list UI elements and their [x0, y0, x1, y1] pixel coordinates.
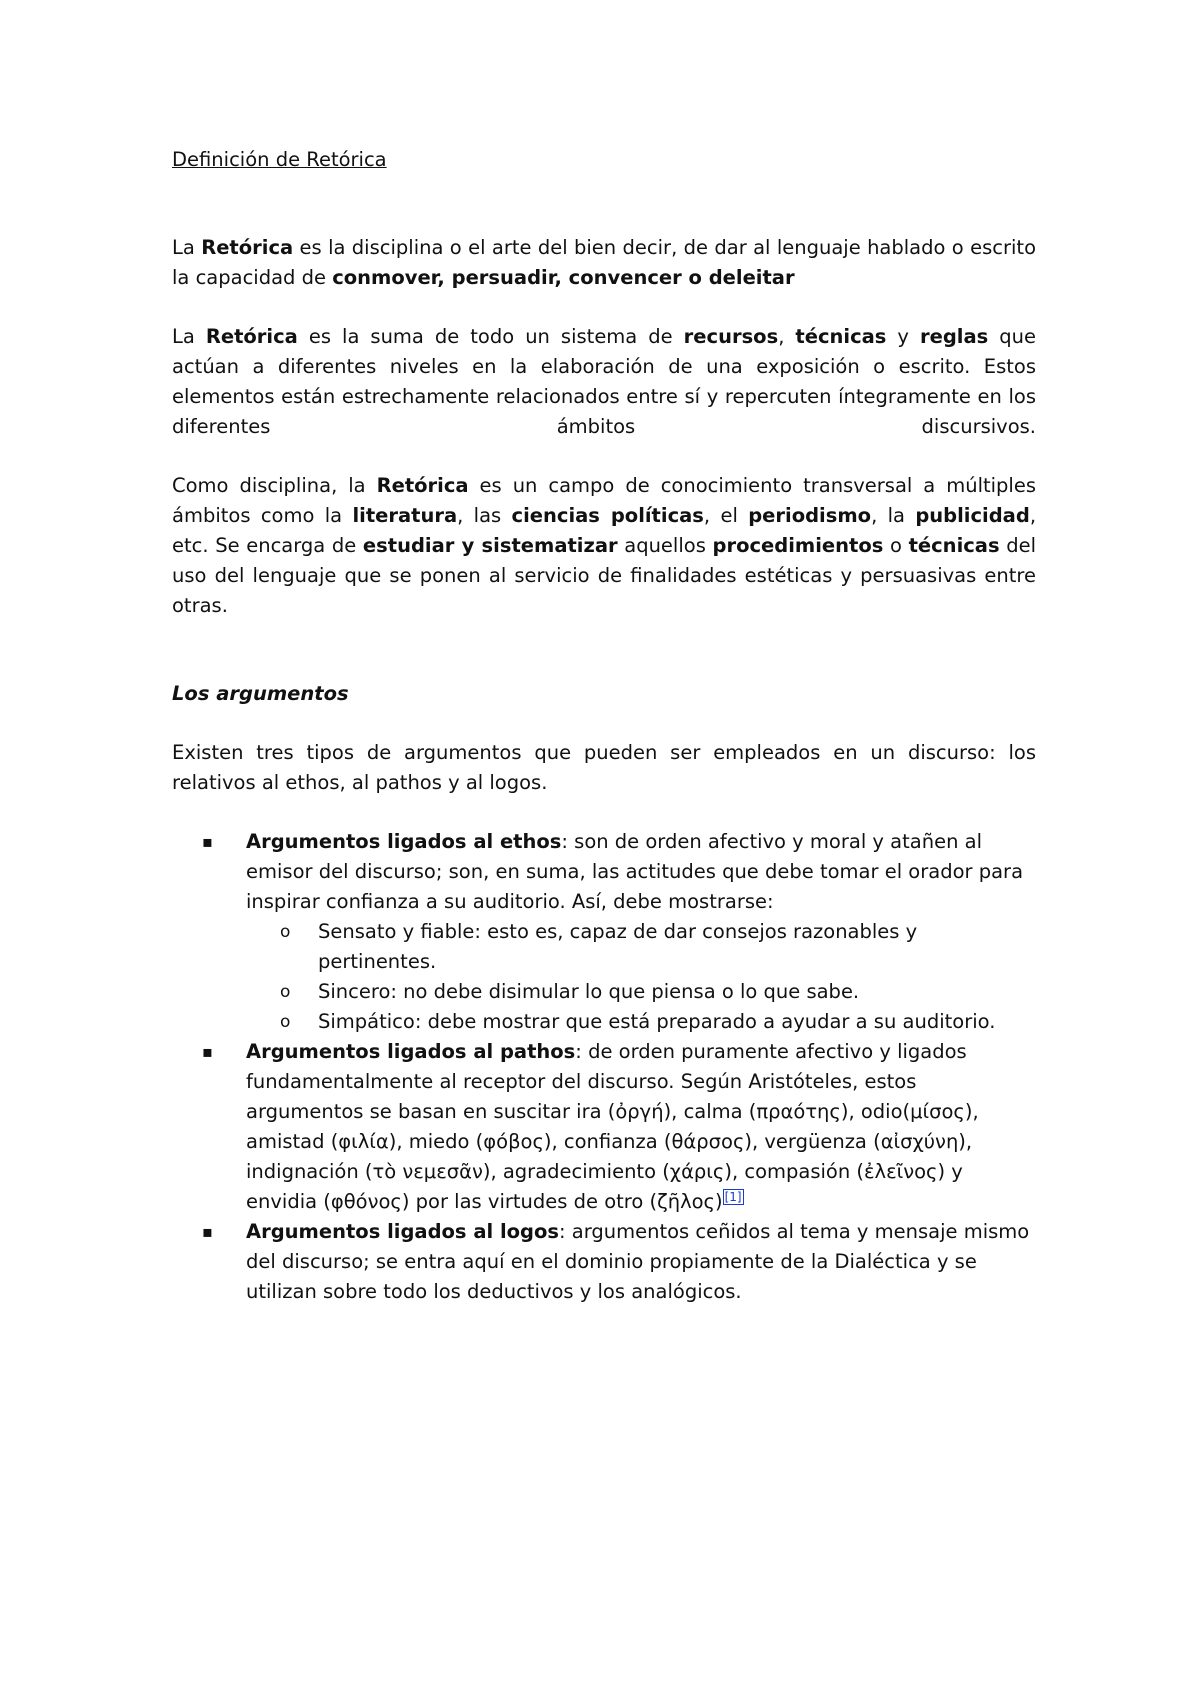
footnote-link[interactable]: [1] — [724, 1189, 742, 1204]
text: , etc. Se encarga de — [172, 504, 1037, 557]
text: , la — [871, 504, 916, 527]
text: es la suma de todo un sistema de — [297, 325, 684, 348]
argument-list — [172, 827, 1036, 1307]
circle-bullet-icon: o — [280, 922, 291, 942]
bullet-icon: ▪ — [202, 832, 213, 851]
bold-text: recursos — [683, 325, 779, 348]
sub-list-item — [246, 917, 1036, 977]
bullet-icon: ▪ — [202, 1222, 213, 1241]
text: , el — [703, 504, 749, 527]
bold-text: ciencias políticas — [511, 504, 704, 527]
page-title: Definición de Retórica — [172, 148, 387, 171]
text: Como disciplina, la — [172, 474, 377, 497]
bold-text: periodismo — [748, 504, 872, 527]
bold-text: estudiar y sistematizar — [362, 534, 618, 557]
list-item-pathos — [172, 1037, 1036, 1217]
bold-text: conmover, persuadir, convencer o deleitar — [332, 266, 795, 289]
item-text: : argumentos ceñidos al tema y mensaje mismo del discurso; se entra aquí en el dominio propiamente de la Dialéctica y se utilizan sobre todo los deductivos y los analógicos. — [246, 1220, 1030, 1303]
section-title: Los argumentos — [172, 682, 349, 705]
bold-text: técnicas — [795, 325, 887, 348]
text: aquellos — [617, 534, 713, 557]
bold-text: Retórica — [376, 474, 469, 497]
item-label: Argumentos ligados al logos — [246, 1220, 559, 1243]
bullet-icon: ▪ — [202, 1042, 213, 1061]
bold-text: publicidad — [915, 504, 1030, 527]
bold-text: procedimientos — [712, 534, 884, 557]
sub-list-item — [246, 977, 1036, 1007]
text: que actúan a diferentes niveles en la elaboración de una exposición o escrito. Estos elementos están estrechamente relacionados entre sí y repercuten íntegramente en los diferentes ámbitos discursivos. — [172, 325, 1037, 438]
paragraph-definition — [172, 233, 1036, 293]
sub-item-text: Sincero: no debe disimular lo que piensa o lo que sabe. — [318, 980, 860, 1003]
sub-list-item — [246, 1007, 1036, 1037]
list-item-logos — [172, 1217, 1036, 1307]
text: y — [886, 325, 920, 348]
list-item-ethos — [172, 827, 1036, 1037]
text: , las — [457, 504, 512, 527]
text: del uso del lenguaje que se ponen al servicio de finalidades estéticas y persuasivas entre otras. — [172, 534, 1037, 617]
paragraph-system — [172, 322, 1036, 442]
item-label: Argumentos ligados al pathos — [246, 1040, 576, 1063]
paragraph-discipline — [172, 471, 1036, 621]
bold-text: Retórica — [201, 236, 294, 259]
text: es la disciplina o el arte del bien decir, de dar al lenguaje hablado o escrito la capacidad de — [172, 236, 1036, 289]
circle-bullet-icon: o — [280, 1012, 291, 1032]
item-text: : de orden puramente afectivo y ligados fundamentalmente al receptor del discurso. Según Aristóteles, estos argumentos se basan en suscitar ira (ὀργή), calma (πραότης), odio(μίσος), amistad (φιλία), miedo (φόβος), confianza (θάρσος), vergüenza (αἰσχύνη), indignación (τὸ νεμεσᾶν), agradecimiento (χάρις), compasión (ἐλεῖνος) y envidia (φθόνος) por las virtudes de otro (ζῆλος) — [246, 1040, 979, 1213]
item-label: Argumentos ligados al ethos — [246, 830, 562, 853]
item-text: : son de orden afectivo y moral y atañen al emisor del discurso; son, en suma, las actitudes que debe tomar el orador para inspirar confianza a su auditorio. Así, debe mostrarse: — [246, 830, 1024, 913]
sub-item-text: Simpático: debe mostrar que está preparado a ayudar a su auditorio. — [318, 1010, 996, 1033]
bold-text: literatura — [352, 504, 458, 527]
circle-bullet-icon: o — [280, 982, 291, 1002]
paragraph-argument-types: Existen tres tipos de argumentos que pueden ser empleados en un discurso: los relativos al ethos, al pathos y al logos. — [172, 741, 1036, 794]
bold-text: reglas — [920, 325, 989, 348]
bold-text: Retórica — [205, 325, 298, 348]
text: o — [883, 534, 909, 557]
bold-text: técnicas — [908, 534, 1000, 557]
text: , — [778, 325, 796, 348]
document-body — [172, 145, 1036, 1307]
text: La — [172, 236, 202, 259]
sub-item-text: Sensato y fiable: esto es, capaz de dar consejos razonables y pertinentes. — [318, 920, 918, 973]
text: La — [172, 325, 206, 348]
text: es un campo de conocimiento transversal a múltiples ámbitos como la — [172, 474, 1037, 527]
sub-list — [246, 917, 1036, 1037]
